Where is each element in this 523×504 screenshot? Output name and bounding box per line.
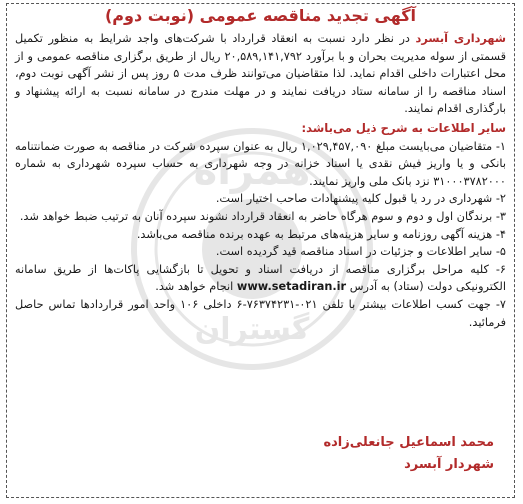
item-6-tail: انجام خواهد شد. <box>155 280 237 294</box>
item-4: ۴- هزینه آگهی روزنامه و سایر هزینه‌های مرتبط به عهده برنده مناقصه می‌باشد. <box>136 227 506 241</box>
item-6-text: ۶- کلیه مراحل برگزاری مناقصه از دریافت اسناد و تحویل تا بازگشایی پاکات‌ها از طریق سامانه الکترونیکی دولت (ستاد) به آدرس <box>15 262 506 294</box>
signature-position: شهردار آبسرد <box>404 457 494 472</box>
item-1: ۱- متقاضیان می‌بایست مبلغ ۱,۰۲۹,۴۵۷,۰۹۰ ریال به عنوان سپرده شرکت در مناقصه به صورت ضمانتنامه بانکی و یا واریز فیش نقدی یا اسناد خزانه در وجه شهرداری به حساب سپرده شهرداری به شماره ۳۱۰۰۰۳۷۸۲۰۰۰ نزد بانک ملی واریز نمایند. <box>15 139 506 188</box>
item-7: ۷- جهت کسب اطلاعات بیشتر با تلفن ۰۲۱-۷۶۳۷۴۲۳۱-۶ داخلی ۱۰۶ واحد امور قراردادها تماس حاصل فرمائید. <box>15 297 506 329</box>
ad-frame <box>6 3 515 498</box>
item-3: ۳- برندگان اول و دوم و سوم هرگاه حاضر به انعقاد قرارداد نشوند سپرده آنان به ترتیب ضبط خواهد شد. <box>19 209 506 223</box>
setad-url: www.setadiran.ir <box>236 280 347 294</box>
watermark-bottom-text: گستران <box>194 312 310 347</box>
ad-body <box>15 30 506 331</box>
watermark-top-text: همراه <box>193 148 311 194</box>
intro-text: در نظر دارد نسبت به انعقاد قرارداد با شرکت‌های واجد شرایط به منظور تکمیل قسمتی از سوله مدیریت بحران و با برآورد ۲۰,۵۸۹,۱۴۱,۷۹۲ ریال از طریق برگزاری مناقصه عمومی و از محل اعتبارات داخلی اقدام نماید. لذا متقاضیان می‌توانند ظرف مدت ۵ روز پس از نشر آگهی نوبت دوم، اسناد مناقصه را از سامانه ستاد دریافت نمایند و در مهلت مندرج در سامانه نسبت به ارائه پیشنهاد و بارگذاری اقدام نمایند. <box>15 32 506 116</box>
intro-paragraph <box>15 30 506 118</box>
item-2: ۲- شهرداری در رد یا قبول کلیه پیشنهادات صاحب اختیار است. <box>215 192 506 206</box>
org-name: شهرداری آبسرد <box>415 32 506 45</box>
signature-name: محمد اسماعیل جانعلی‌زاده <box>323 435 494 450</box>
section-title: سایر اطلاعات به شرح ذیل می‌باشد: <box>301 120 506 135</box>
item-5: ۵- سایر اطلاعات و جزئیات در اسناد مناقصه قید گردیده است. <box>215 245 506 259</box>
item-6 <box>15 261 506 296</box>
ad-title: آگهی تجدید مناقصه عمومی (نوبت دوم) <box>104 6 417 25</box>
